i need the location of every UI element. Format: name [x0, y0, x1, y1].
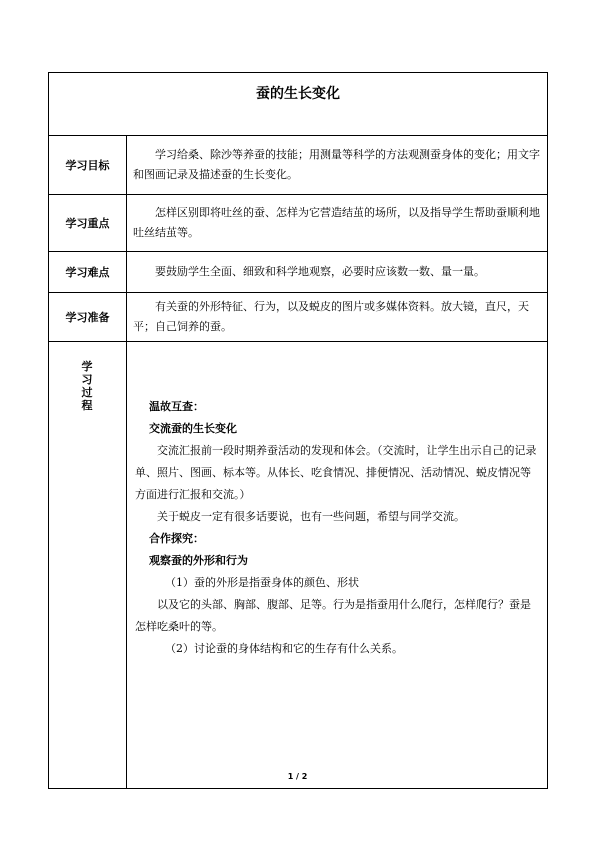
item-2: （2）讨论蚕的身体结构和它的生存有什么关系。	[165, 642, 403, 655]
row-label-process	[49, 342, 127, 789]
process-label-text: 学习过程	[81, 360, 93, 412]
page-title: 蚕的生长变化	[256, 86, 340, 102]
row-content-key-points	[127, 195, 548, 252]
explore-heading: 合作探究：	[149, 532, 204, 545]
title-cell	[49, 73, 548, 136]
difficulties-text: 要鼓励学生全面、细致和科学地观察，必要时应该数一数、量一量。	[155, 265, 485, 278]
explore-subheading: 观察蚕的外形和行为	[149, 554, 248, 567]
row-content-difficulties	[127, 252, 548, 293]
row-label-objectives: 学习目标	[49, 136, 127, 195]
row-content-preparation	[127, 293, 548, 342]
row-content-process	[127, 342, 548, 789]
page-number: 1 / 2	[287, 772, 308, 781]
item-1: （1）蚕的外形是指蚕身体的颜色、形状	[165, 576, 359, 589]
review-paragraph-1: 交流汇报前一段时期养蚕活动的发现和体会。（交流时，让学生出示自己的记录单、照片、图画、标本等。从体长、吃食情况、排便情况、活动情况、蜕皮情况等方面进行汇报和交流。）	[135, 444, 537, 501]
preparation-text: 有关蚕的外形特征、行为，以及蜕皮的图片或多媒体资料。放大镜，直尺，天平；自己饲养的蚕。	[133, 300, 529, 333]
lesson-plan-table	[48, 72, 548, 789]
row-label-difficulties: 学习难点	[49, 252, 127, 293]
row-content-objectives	[127, 136, 548, 195]
review-subheading: 交流蚕的生长变化	[149, 422, 237, 435]
review-heading: 温故互查：	[149, 400, 204, 413]
key-points-text: 怎样区别即将吐丝的蚕、怎样为它营造结茧的场所，以及指导学生帮助蚕顺利地吐丝结茧等。	[133, 206, 540, 239]
review-paragraph-2: 关于蜕皮一定有很多话要说，也有一些问题，希望与同学交流。	[157, 510, 465, 523]
objectives-text: 学习给桑、除沙等养蚕的技能；用测量等科学的方法观测蚕身体的变化；用文字和图画记录及描述蚕的生长变化。	[133, 148, 540, 181]
item-1-continuation: 以及它的头部、胸部、腹部、足等。行为是指蚕用什么爬行，怎样爬行？蚕是怎样吃桑叶的等。	[135, 598, 531, 633]
row-label-preparation: 学习准备	[49, 293, 127, 342]
row-label-key-points: 学习重点	[49, 195, 127, 252]
